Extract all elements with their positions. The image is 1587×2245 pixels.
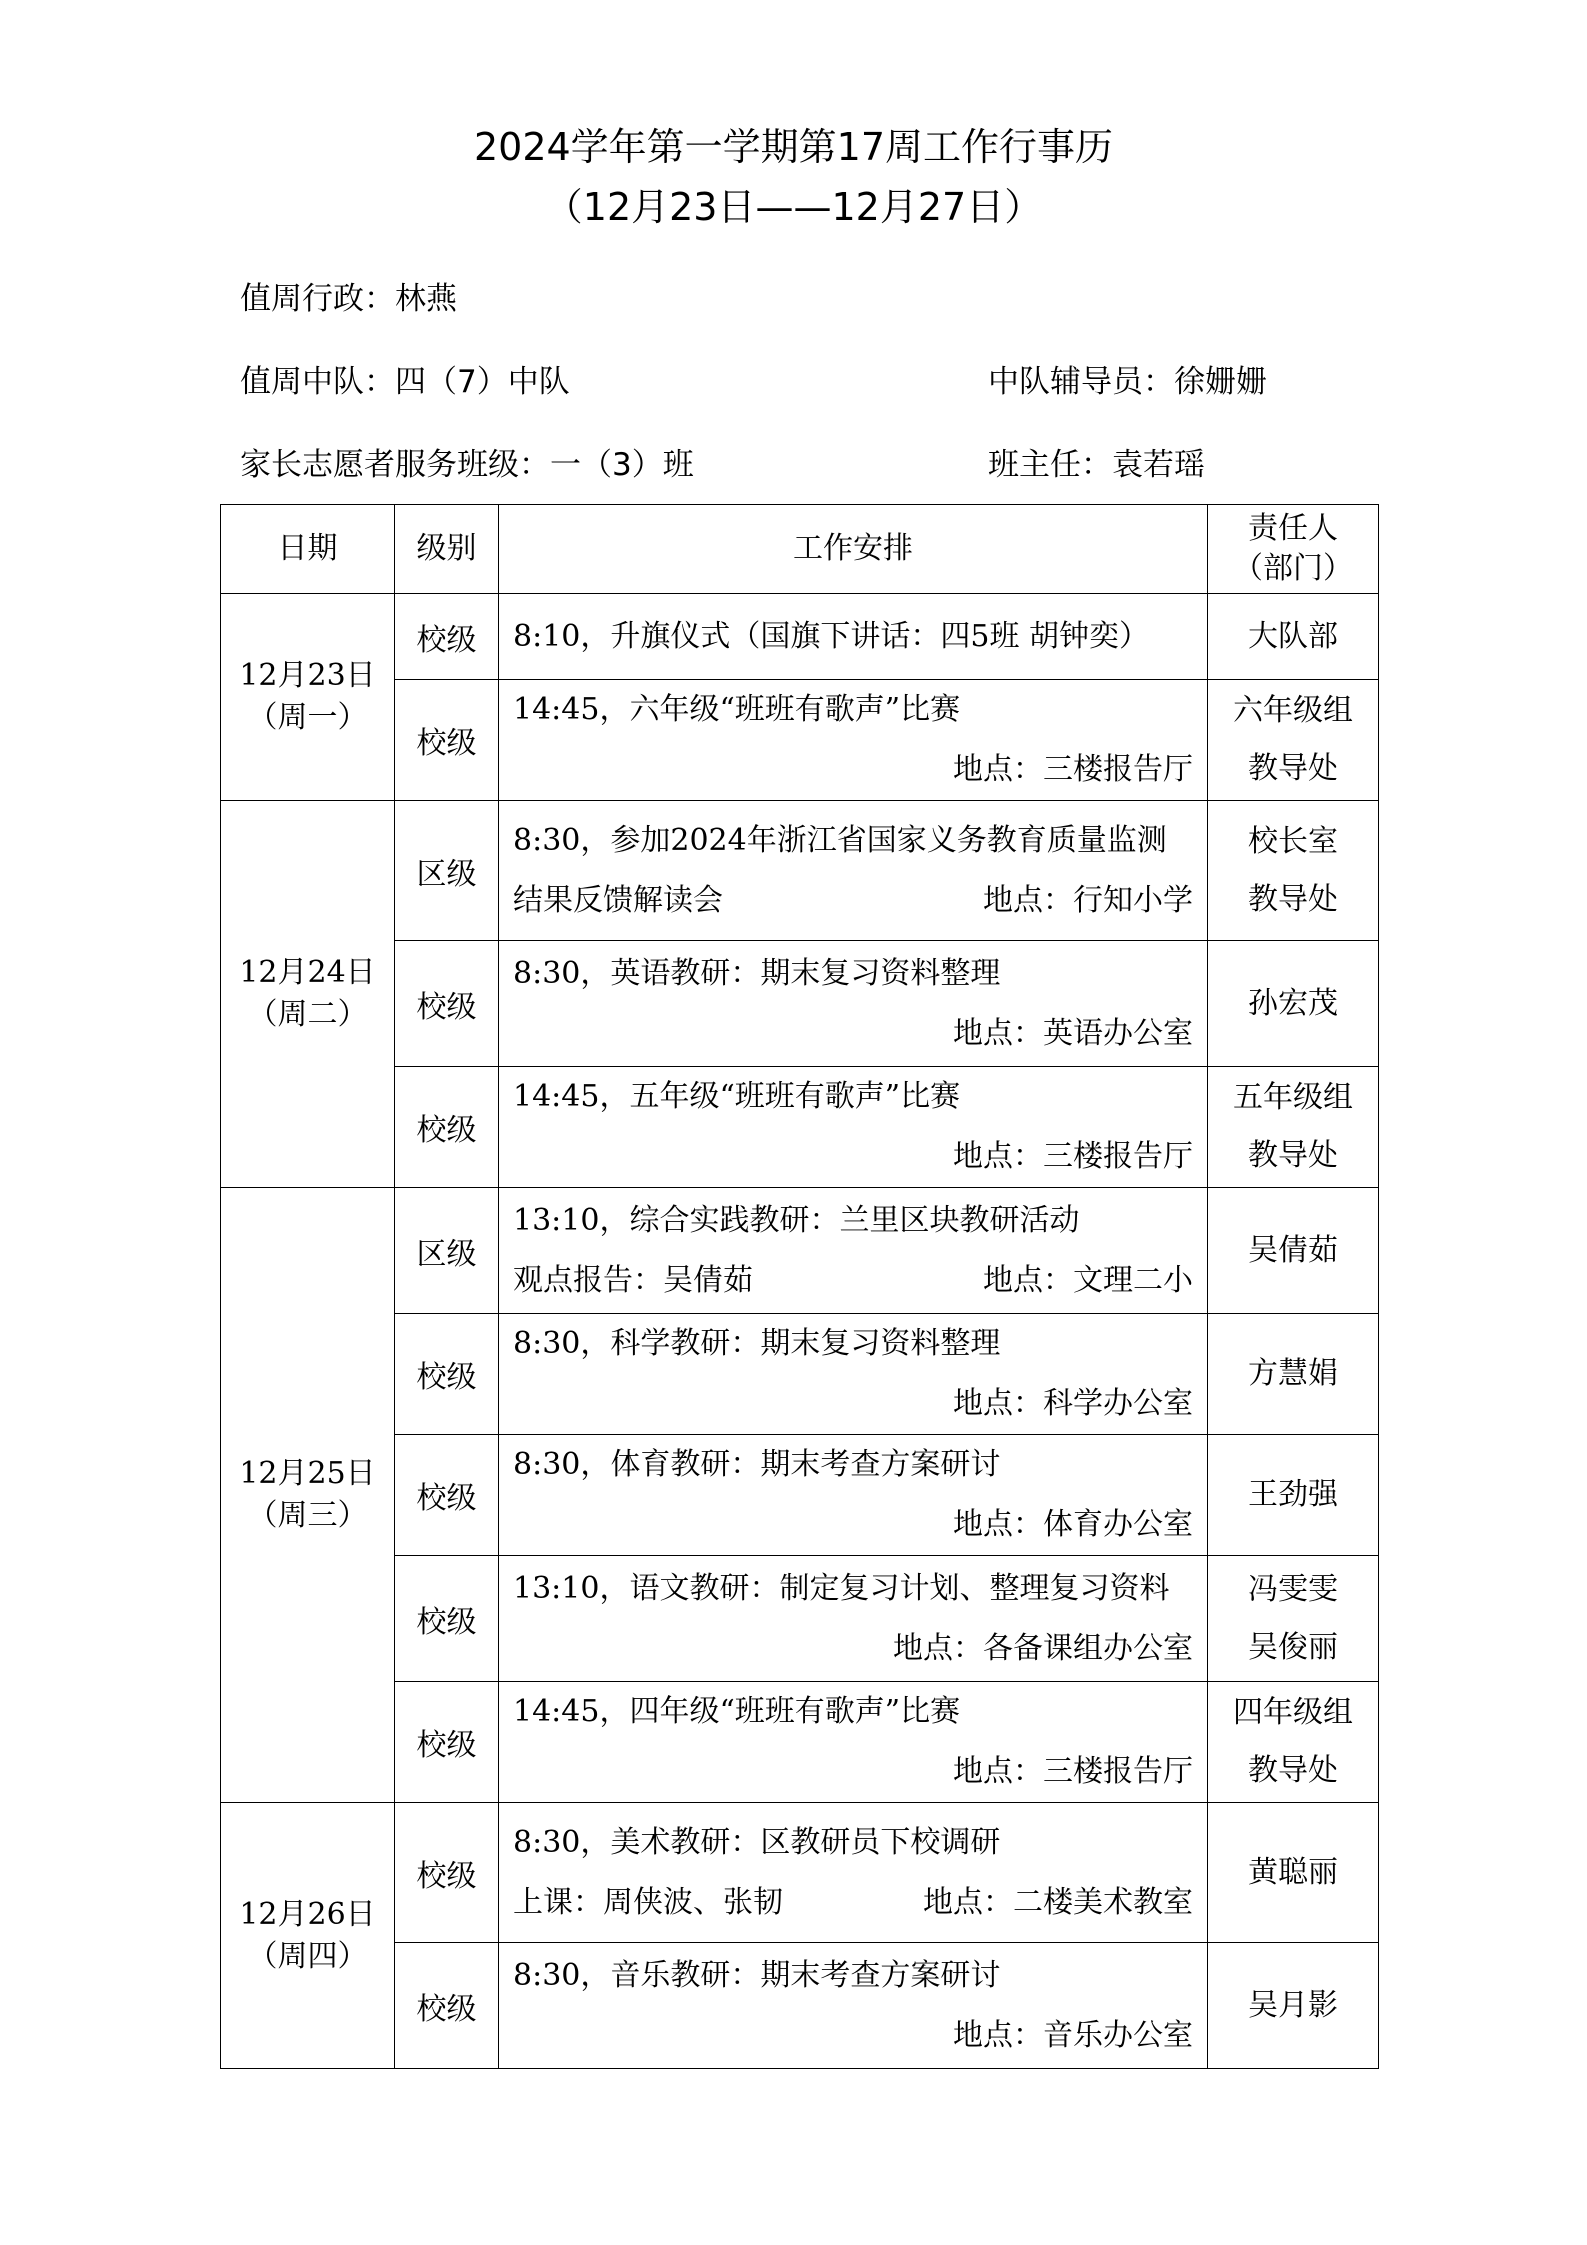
arrangement-line1: 14:45，五年级“班班有歌声”比赛 [513,1079,961,1114]
table-header-row [221,505,1379,594]
table-row [221,1188,1379,1314]
arrangement-line1: 8:30，参加2024年浙江省国家义务教育质量监测 [513,822,1167,858]
arrangement-cell [499,1067,1208,1188]
arrangement-note: 观点报告：吴倩茹 [513,1262,753,1298]
responsible-secondary: 教导处 [1248,1753,1338,1788]
responsible-cell [1208,801,1379,941]
responsible-primary: 吴倩茹 [1248,1232,1338,1268]
header-level: 级别 [395,505,499,594]
responsible-cell [1208,680,1379,801]
level-cell: 校级 [395,1556,499,1682]
date-text: 12月23日 [239,658,376,693]
date-cell [221,1188,395,1803]
table-row [221,801,1379,941]
responsible-primary: 大队部 [1248,618,1338,654]
responsible-cell [1208,594,1379,680]
responsible-cell [1208,1556,1379,1682]
level-cell: 区级 [395,1188,499,1314]
level-cell: 校级 [395,1067,499,1188]
location-text: 地点：三楼报告厅 [953,752,1193,787]
location-text: 地点：文理二小 [983,1262,1193,1298]
arrangement-line1: 8:30，美术教研：区教研员下校调研 [513,1824,1001,1860]
responsible-cell [1208,1435,1379,1556]
date-text: 12月25日 [239,1456,376,1491]
arrangement-cell [499,1682,1208,1803]
arrangement-cell [499,594,1208,680]
table-row [221,680,1379,801]
arrangement-cell [499,801,1208,941]
table-row [221,941,1379,1067]
table-row [221,594,1379,680]
responsible-primary: 校长室 [1248,823,1338,859]
responsible-primary: 黄聪丽 [1248,1854,1338,1890]
arrangement-cell [499,1435,1208,1556]
header-arrangement: 工作安排 [499,505,1208,594]
level-cell: 校级 [395,941,499,1067]
level-cell: 校级 [395,680,499,801]
table-row [221,1943,1379,2069]
responsible-secondary: 教导处 [1248,1138,1338,1173]
squad-counselor: 中队辅导员：徐姗姗 [988,364,1267,400]
arrangement-note: 上课：周侠波、张韧 [513,1884,783,1920]
arrangement-cell [499,1314,1208,1435]
level-cell: 校级 [395,594,499,680]
table-row [221,1682,1379,1803]
level-cell: 校级 [395,1943,499,2069]
table-row [221,1435,1379,1556]
arrangement-line2 [513,1873,1193,1933]
arrangement-line1: 13:10，语文教研：制定复习计划、整理复习资料 [513,1570,1170,1606]
location-text: 地点：行知小学 [983,882,1193,918]
level-cell: 校级 [395,1682,499,1803]
level-cell: 校级 [395,1435,499,1556]
duty-admin: 值周行政：林燕 [240,281,457,317]
header-responsible [1208,505,1379,594]
schedule-body [221,594,1379,2069]
responsible-cell [1208,1188,1379,1314]
arrangement-cell [499,680,1208,801]
arrangement-line1: 8:30，体育教研：期末考查方案研讨 [513,1447,1001,1482]
arrangement-line1: 8:10，升旗仪式（国旗下讲话：四5班 胡钟奕） [513,618,1149,654]
date-cell [221,594,395,801]
location-text: 地点：科学办公室 [953,1386,1193,1421]
table-row [221,1067,1379,1188]
arrangement-cell [499,1803,1208,1943]
arrangement-line1: 13:10，综合实践教研：兰里区块教研活动 [513,1202,1080,1238]
responsible-secondary: 吴俊丽 [1248,1629,1338,1665]
header-responsible-department: （部门） [1233,551,1353,586]
responsible-cell [1208,1067,1379,1188]
responsible-primary: 冯雯雯 [1248,1571,1338,1607]
location-text: 地点：英语办公室 [953,1015,1193,1051]
responsible-cell [1208,941,1379,1067]
responsible-cell [1208,1314,1379,1435]
date-range-subtitle: （12月23日——12月27日） [544,185,1043,229]
responsible-cell [1208,1682,1379,1803]
table-row [221,1556,1379,1682]
weekday-text: （周二） [247,997,368,1032]
location-text: 地点：体育办公室 [953,1507,1193,1542]
responsible-primary: 六年级组 [1233,693,1353,728]
responsible-secondary: 教导处 [1248,881,1338,917]
date-cell [221,801,395,1188]
responsible-secondary: 教导处 [1248,751,1338,786]
weekday-text: （周三） [247,1498,368,1533]
date-cell [221,1803,395,2069]
responsible-cell [1208,1943,1379,2069]
arrangement-line1: 14:45，四年级“班班有歌声”比赛 [513,1694,961,1729]
head-teacher: 班主任：袁若瑶 [988,447,1205,483]
responsible-primary: 四年级组 [1233,1695,1353,1730]
arrangement-line1: 8:30，音乐教研：期末考查方案研讨 [513,1957,1001,1993]
responsible-primary: 方慧娟 [1248,1356,1338,1391]
responsible-cell [1208,1803,1379,1943]
arrangement-line2 [513,871,1193,931]
arrangement-line1: 8:30，科学教研：期末复习资料整理 [513,1326,1001,1361]
arrangement-line1: 8:30，英语教研：期末复习资料整理 [513,955,1001,991]
level-cell: 校级 [395,1803,499,1943]
header-date: 日期 [221,505,395,594]
location-text: 地点：各备课组办公室 [893,1630,1193,1666]
location-text: 地点：音乐办公室 [953,2017,1193,2053]
header-responsible-person: 责任人 [1248,511,1338,546]
responsible-primary: 孙宏茂 [1248,985,1338,1021]
weekday-text: （周四） [247,1938,368,1974]
arrangement-cell [499,1556,1208,1682]
arrangement-note: 结果反馈解读会 [513,882,723,918]
date-text: 12月24日 [239,955,376,990]
location-text: 地点：二楼美术教室 [923,1884,1193,1920]
location-text: 地点：三楼报告厅 [953,1754,1193,1789]
arrangement-cell [499,941,1208,1067]
location-text: 地点：三楼报告厅 [953,1139,1193,1174]
level-cell: 区级 [395,801,499,941]
arrangement-cell [499,1943,1208,2069]
volunteer-class: 家长志愿者服务班级：一（3）班 [240,447,694,483]
level-cell: 校级 [395,1314,499,1435]
arrangement-line1: 14:45，六年级“班班有歌声”比赛 [513,692,961,727]
date-text: 12月26日 [239,1896,376,1932]
page-title: 2024学年第一学期第17周工作行事历 [473,125,1114,169]
arrangement-line2 [513,1251,1193,1311]
schedule-table [220,504,1379,2069]
table-row [221,1803,1379,1943]
duty-squad: 值周中队：四（7）中队 [240,364,570,400]
arrangement-cell [499,1188,1208,1314]
table-row [221,1314,1379,1435]
responsible-primary: 王劲强 [1248,1477,1338,1512]
weekday-text: （周一） [247,700,368,735]
responsible-primary: 吴月影 [1248,1987,1338,2023]
responsible-primary: 五年级组 [1233,1080,1353,1115]
